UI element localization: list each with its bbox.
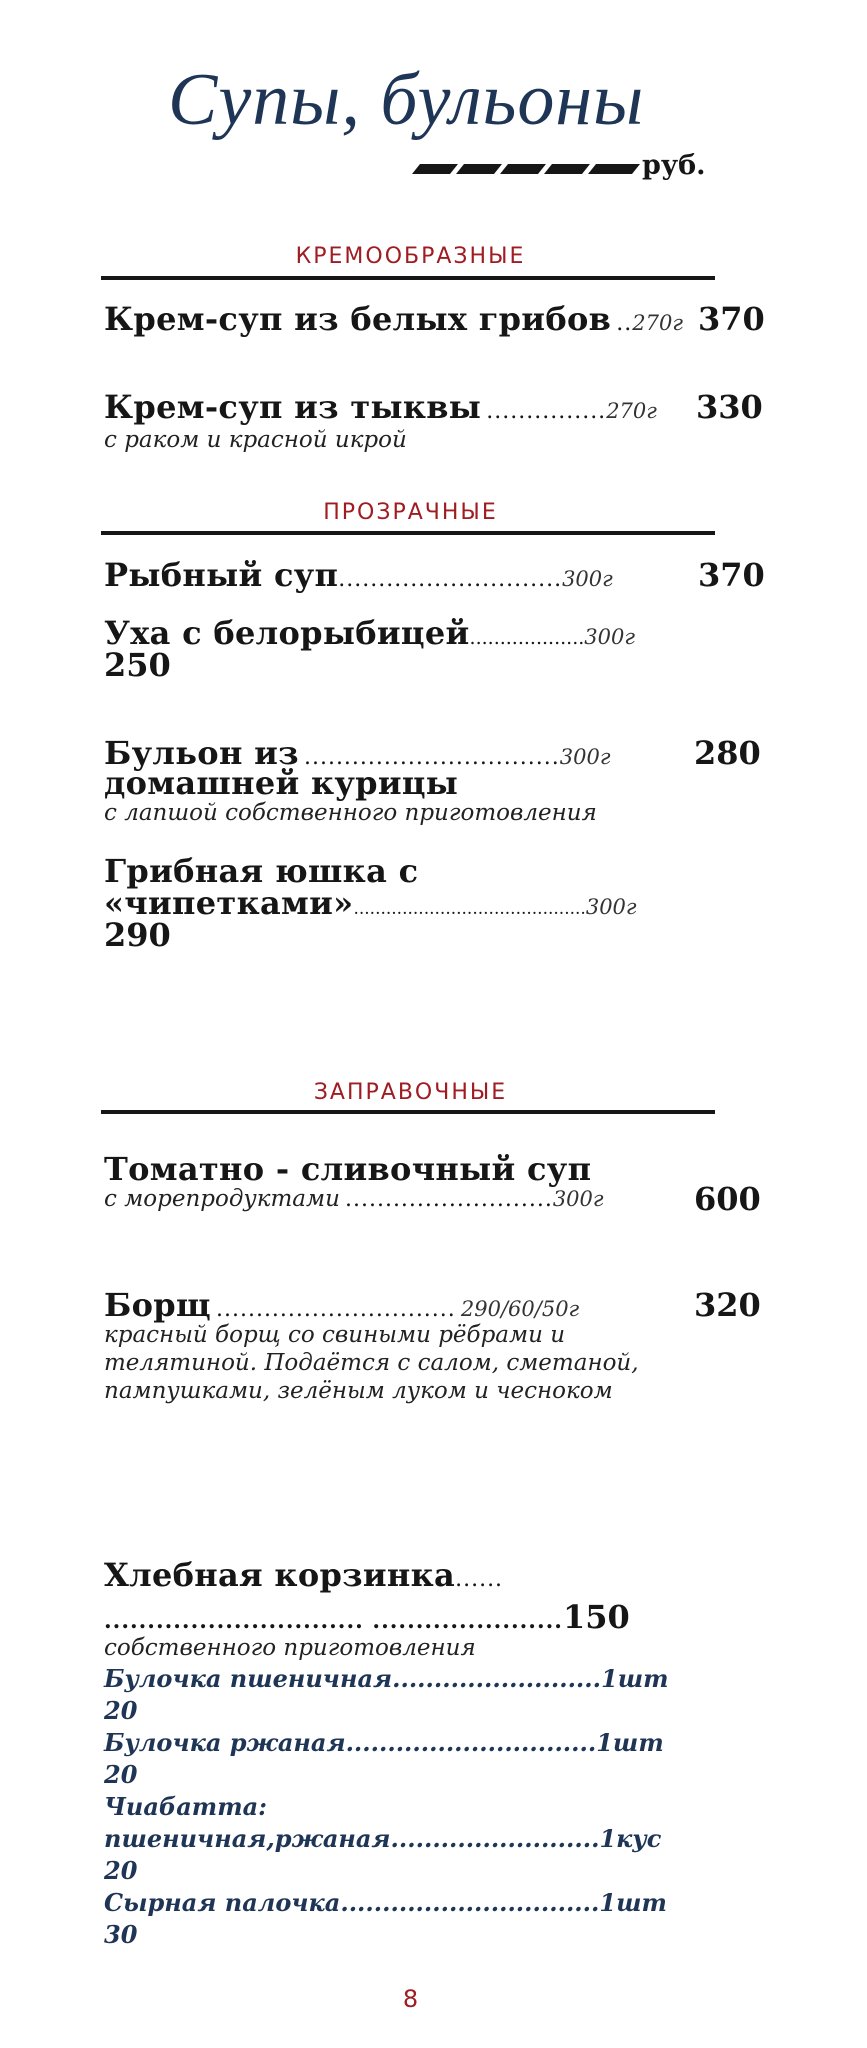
dot-leader: .............................. (215, 1297, 456, 1322)
bread-item-qty: 1шт (596, 1728, 664, 1757)
dot-leader: ................... (469, 627, 585, 649)
page-number: 8 (402, 1985, 419, 2013)
dot-leader: ............................... (340, 1888, 600, 1917)
item-name: Томатно - сливочный суп (104, 1150, 592, 1188)
decorative-dash-divider (412, 163, 642, 175)
item-name-line2: «чипетками» (104, 884, 354, 922)
bread-item-cheese-stick (104, 1888, 667, 1917)
item-weight: 270г (606, 399, 657, 423)
dot-leader: ............... (486, 399, 607, 424)
dot-leader: .......................... (344, 1187, 553, 1212)
menu-item-borscht (104, 1286, 579, 1324)
section-heading-hearty: ЗАПРАВОЧНЫЕ (313, 1080, 508, 1105)
item-weight: 290/60/50г (460, 1297, 580, 1321)
item-name-line1: Бульон из (104, 734, 299, 772)
item-name: Крем-суп из белых грибов (104, 300, 612, 338)
dot-leader: ............................ (338, 567, 563, 592)
dot-leader: ................................ (303, 745, 560, 770)
page-title: Супы, бульоны (168, 59, 645, 141)
section-rule (101, 1110, 715, 1114)
bread-item-qty: 1кус (599, 1824, 662, 1853)
item-price: 150 (562, 1598, 630, 1636)
item-weight: 300г (584, 625, 635, 649)
bread-item-qty: 1шт (601, 1664, 669, 1693)
item-price: 370 (698, 300, 765, 338)
item-weight: 300г (562, 567, 613, 591)
dot-leader: ...... (455, 1567, 504, 1592)
item-name-line2: домашней курицы (104, 764, 459, 802)
menu-item-ukha (104, 614, 635, 652)
item-description-line3: пампушками, зелёным луком и чесноком (104, 1378, 613, 1404)
item-description: с лапшой собственного приготовления (104, 800, 597, 826)
section-heading-clear: ПРОЗРАЧНЫЕ (323, 500, 498, 525)
menu-item-mushroom-cream (104, 300, 683, 338)
menu-item-mushroom-yushka (104, 884, 637, 922)
item-description-line1: красный борщ со свиными рёбрами и (104, 1322, 566, 1348)
item-name-line1: Грибная юшка с (104, 852, 419, 890)
item-price: 290 (104, 916, 171, 954)
bread-item-ciabatta-label: Чиабатта: (104, 1792, 267, 1821)
bread-item-price: 20 (104, 1760, 138, 1789)
item-name: Рыбный суп (104, 556, 339, 594)
item-description-line2: телятиной. Подаётся с салом, сметаной, (104, 1350, 639, 1376)
item-price: 370 (698, 556, 765, 594)
currency-label: руб. (642, 150, 706, 181)
item-description: с раком и красной икрой (104, 427, 407, 453)
dot-leader: .. (616, 311, 633, 336)
dot-leader: ......................... (390, 1824, 600, 1853)
item-price: 280 (694, 734, 761, 772)
item-description: собственного приготовления (104, 1635, 476, 1661)
bread-item-ciabatta (104, 1824, 661, 1853)
dot-leader: .............................. (345, 1728, 597, 1757)
bread-item-price: 20 (104, 1696, 138, 1725)
menu-item-fish-soup (104, 556, 613, 594)
menu-item-pumpkin-cream (104, 388, 657, 426)
item-name: Хлебная корзинка (104, 1556, 456, 1594)
dot-leader: ......................... (392, 1664, 601, 1693)
item-name: Уха с белорыбицей (104, 614, 470, 652)
bread-item-name: Сырная палочка (104, 1888, 341, 1917)
section-rule (101, 276, 715, 280)
menu-item-bread-basket (104, 1556, 503, 1594)
item-description: с морепродуктами (104, 1186, 340, 1212)
bread-basket-price-line (104, 1598, 630, 1636)
item-weight: 300г (559, 745, 611, 769)
bread-item-name: Булочка ржаная (104, 1728, 346, 1757)
item-price: 330 (696, 388, 763, 426)
item-weight: 300г (552, 1187, 604, 1211)
bread-item-qty: 1шт (599, 1888, 667, 1917)
bread-item-price: 20 (104, 1856, 138, 1885)
section-rule (101, 531, 715, 535)
item-price: 250 (104, 646, 171, 684)
item-name: Борщ (104, 1286, 211, 1324)
item-weight: 270г (632, 311, 683, 335)
item-price: 600 (694, 1180, 761, 1218)
item-weight: 300г (585, 895, 637, 919)
bread-item-rye-bun (104, 1728, 664, 1757)
bread-item-price: 30 (104, 1920, 138, 1949)
item-price: 320 (694, 1286, 761, 1324)
menu-item-tomato-cream (104, 1186, 604, 1212)
bread-item-wheat-bun (104, 1664, 669, 1693)
item-name: Крем-суп из тыквы (104, 388, 482, 426)
bread-item-name: Булочка пшеничная (104, 1664, 393, 1693)
section-heading-creamy: КРЕМООБРАЗНЫЕ (295, 244, 526, 269)
dot-leader: .............................. ...................... (104, 1608, 563, 1634)
dot-leader: ........................................... (353, 899, 586, 919)
bread-item-name: пшеничная,ржаная (104, 1824, 391, 1853)
